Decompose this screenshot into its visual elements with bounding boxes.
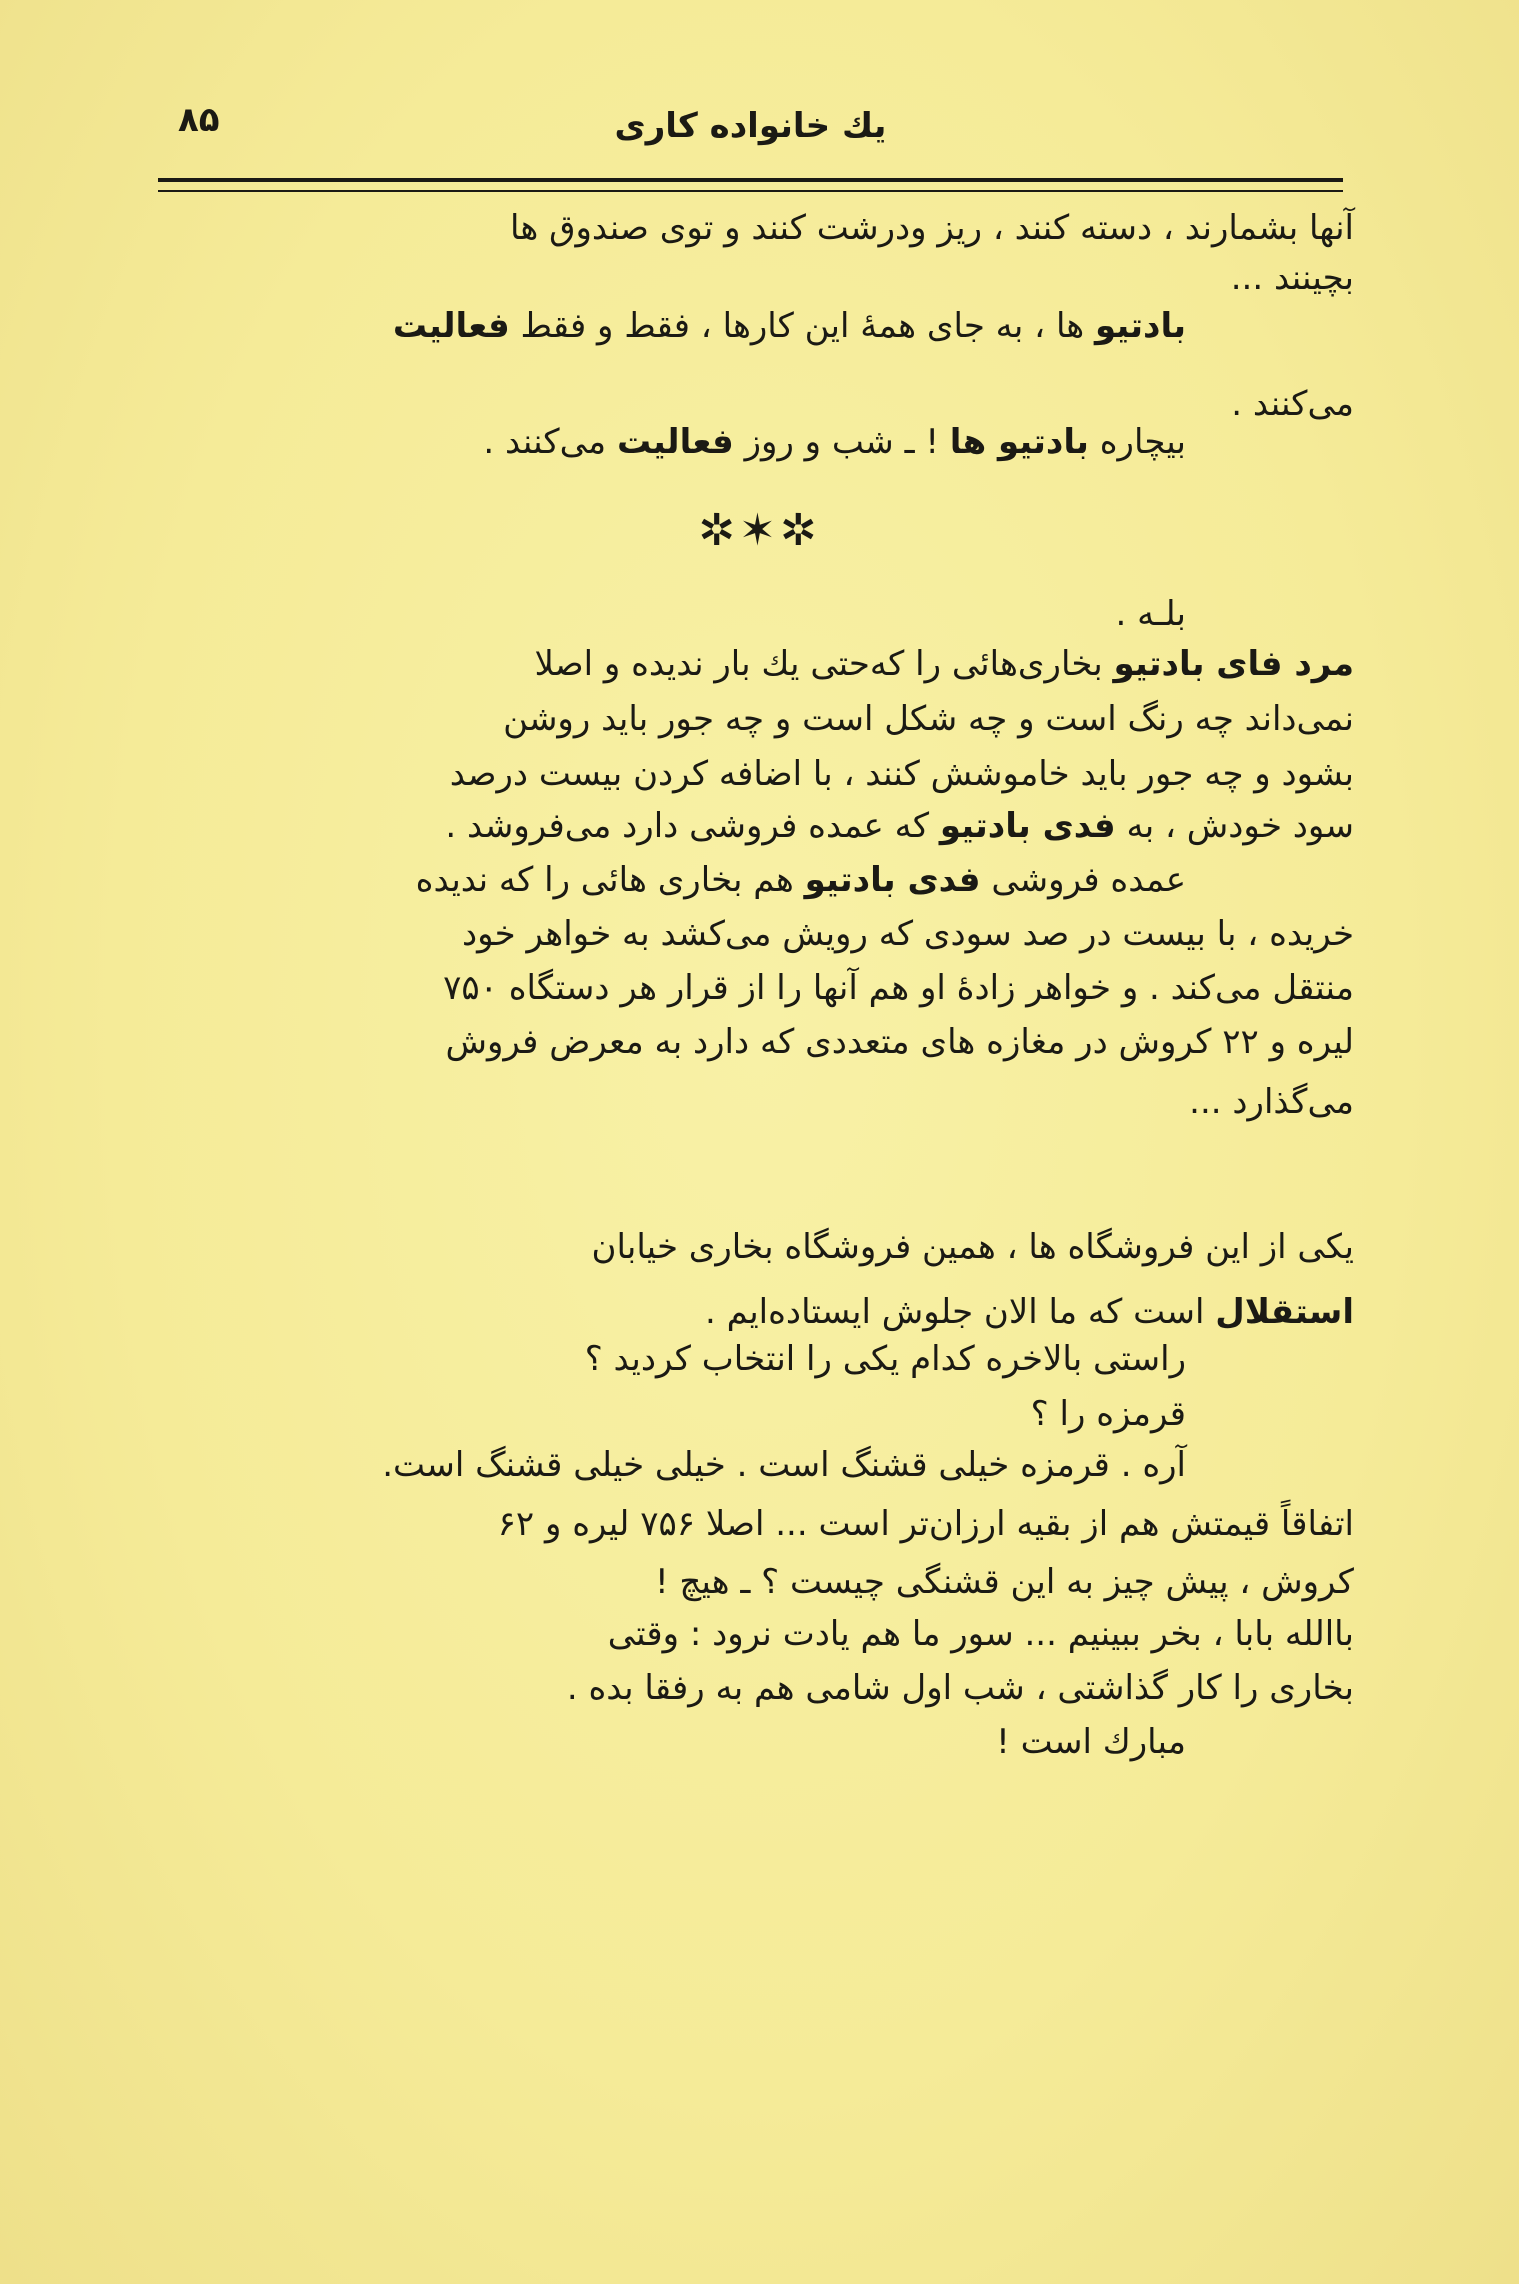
text-line: بشود و چه جور باید خاموشش کنند ، با اضافه کردن بیست درصد bbox=[449, 754, 1354, 794]
section-separator: ✲✶✲ bbox=[698, 505, 821, 556]
page-header bbox=[158, 100, 1343, 180]
text-line: کروش ، پیش چیز به این قشنگی چیست ؟ ـ هیچ ! bbox=[654, 1562, 1354, 1602]
text-line: یکی از این فروشگاه ها ، همین فروشگاه بخاری خیابان bbox=[591, 1227, 1354, 1267]
text-line: بخاری را کار گذاشتی ، شب اول شامی هم به رفقا بده . bbox=[566, 1668, 1354, 1708]
text-line: اتفاقاً قیمتش هم از بقیه ارزان‌تر است ... اصلا ۷۵۶ لیره و ۶۲ bbox=[497, 1504, 1354, 1544]
bold-term: فعالیت bbox=[616, 422, 734, 462]
bold-term: بادتیو bbox=[1095, 306, 1186, 346]
text-line: خریده ، با بیست در صد سودی که رویش می‌کشد به خواهر خود bbox=[461, 914, 1354, 954]
bold-term: فعالیت bbox=[392, 306, 510, 346]
text-line: می‌گذارد ... bbox=[1189, 1082, 1354, 1122]
bold-term: مرد فای بادتیو bbox=[1113, 644, 1354, 684]
page-number: ۸۵ bbox=[178, 100, 220, 140]
text-line: آره . قرمزه خیلی قشنگ است . خیلی خیلی قشنگ است. bbox=[382, 1445, 1186, 1485]
text-line: آنها بشمارند ، دسته کنند ، ریز ودرشت کنند و توی صندوق ها bbox=[510, 208, 1354, 248]
running-title: یك خانواده كاری bbox=[614, 106, 887, 146]
text-line: عمده فروشی فدی بادتیو هم بخاری هائی را که ندیده bbox=[415, 860, 1186, 900]
text-line: بچینند ... bbox=[1230, 258, 1354, 298]
text-line: سود خودش ، به فدی بادتیو که عمده فروشی دارد می‌فروشد . bbox=[445, 806, 1354, 846]
bold-term: استقلال bbox=[1215, 1292, 1354, 1332]
header-rule-thin bbox=[158, 190, 1343, 192]
text-line: لیره و ۲۲ کروش در مغازه های متعددی که دارد به معرض فروش bbox=[445, 1022, 1354, 1062]
text-line: استقلال است که ما الان جلوش ایستاده‌ایم . bbox=[704, 1292, 1354, 1332]
text-line: بادتیو ها ، به جای همهٔ این کارها ، فقط و فقط فعالیت bbox=[392, 306, 1186, 346]
bold-term: فدی بادتیو bbox=[939, 806, 1116, 846]
bold-term: فدی بادتیو bbox=[804, 860, 981, 900]
text-line: بیچاره بادتیو ها ! ـ شب و روز فعالیت می‌کنند . bbox=[483, 422, 1186, 462]
bold-term: بادتیو ها bbox=[949, 422, 1089, 462]
text-line: قرمزه را ؟ bbox=[1030, 1394, 1186, 1434]
text-line: راستی بالاخره کدام یکی را انتخاب کردید ؟ bbox=[584, 1339, 1186, 1379]
header-rule-thick bbox=[158, 178, 1343, 182]
text-line: مرد فای بادتیو بخاری‌هائی را که‌حتی یك بار ندیده و اصلا bbox=[534, 644, 1354, 684]
text-line: می‌کنند . bbox=[1231, 384, 1354, 424]
text-line: منتقل می‌کند . و خواهر زادهٔ او هم آنها را از قرار هر دستگاه ۷۵۰ bbox=[443, 968, 1354, 1008]
text-line: نمی‌داند چه رنگ است و چه شکل است و چه جور باید روشن bbox=[503, 699, 1354, 739]
text-line: باالله بابا ، بخر ببینیم ... سور ما هم یادت نرود : وقتی bbox=[607, 1614, 1354, 1654]
text-line: مبارك است ! bbox=[996, 1722, 1186, 1762]
text-line: بلـه . bbox=[1115, 594, 1186, 634]
